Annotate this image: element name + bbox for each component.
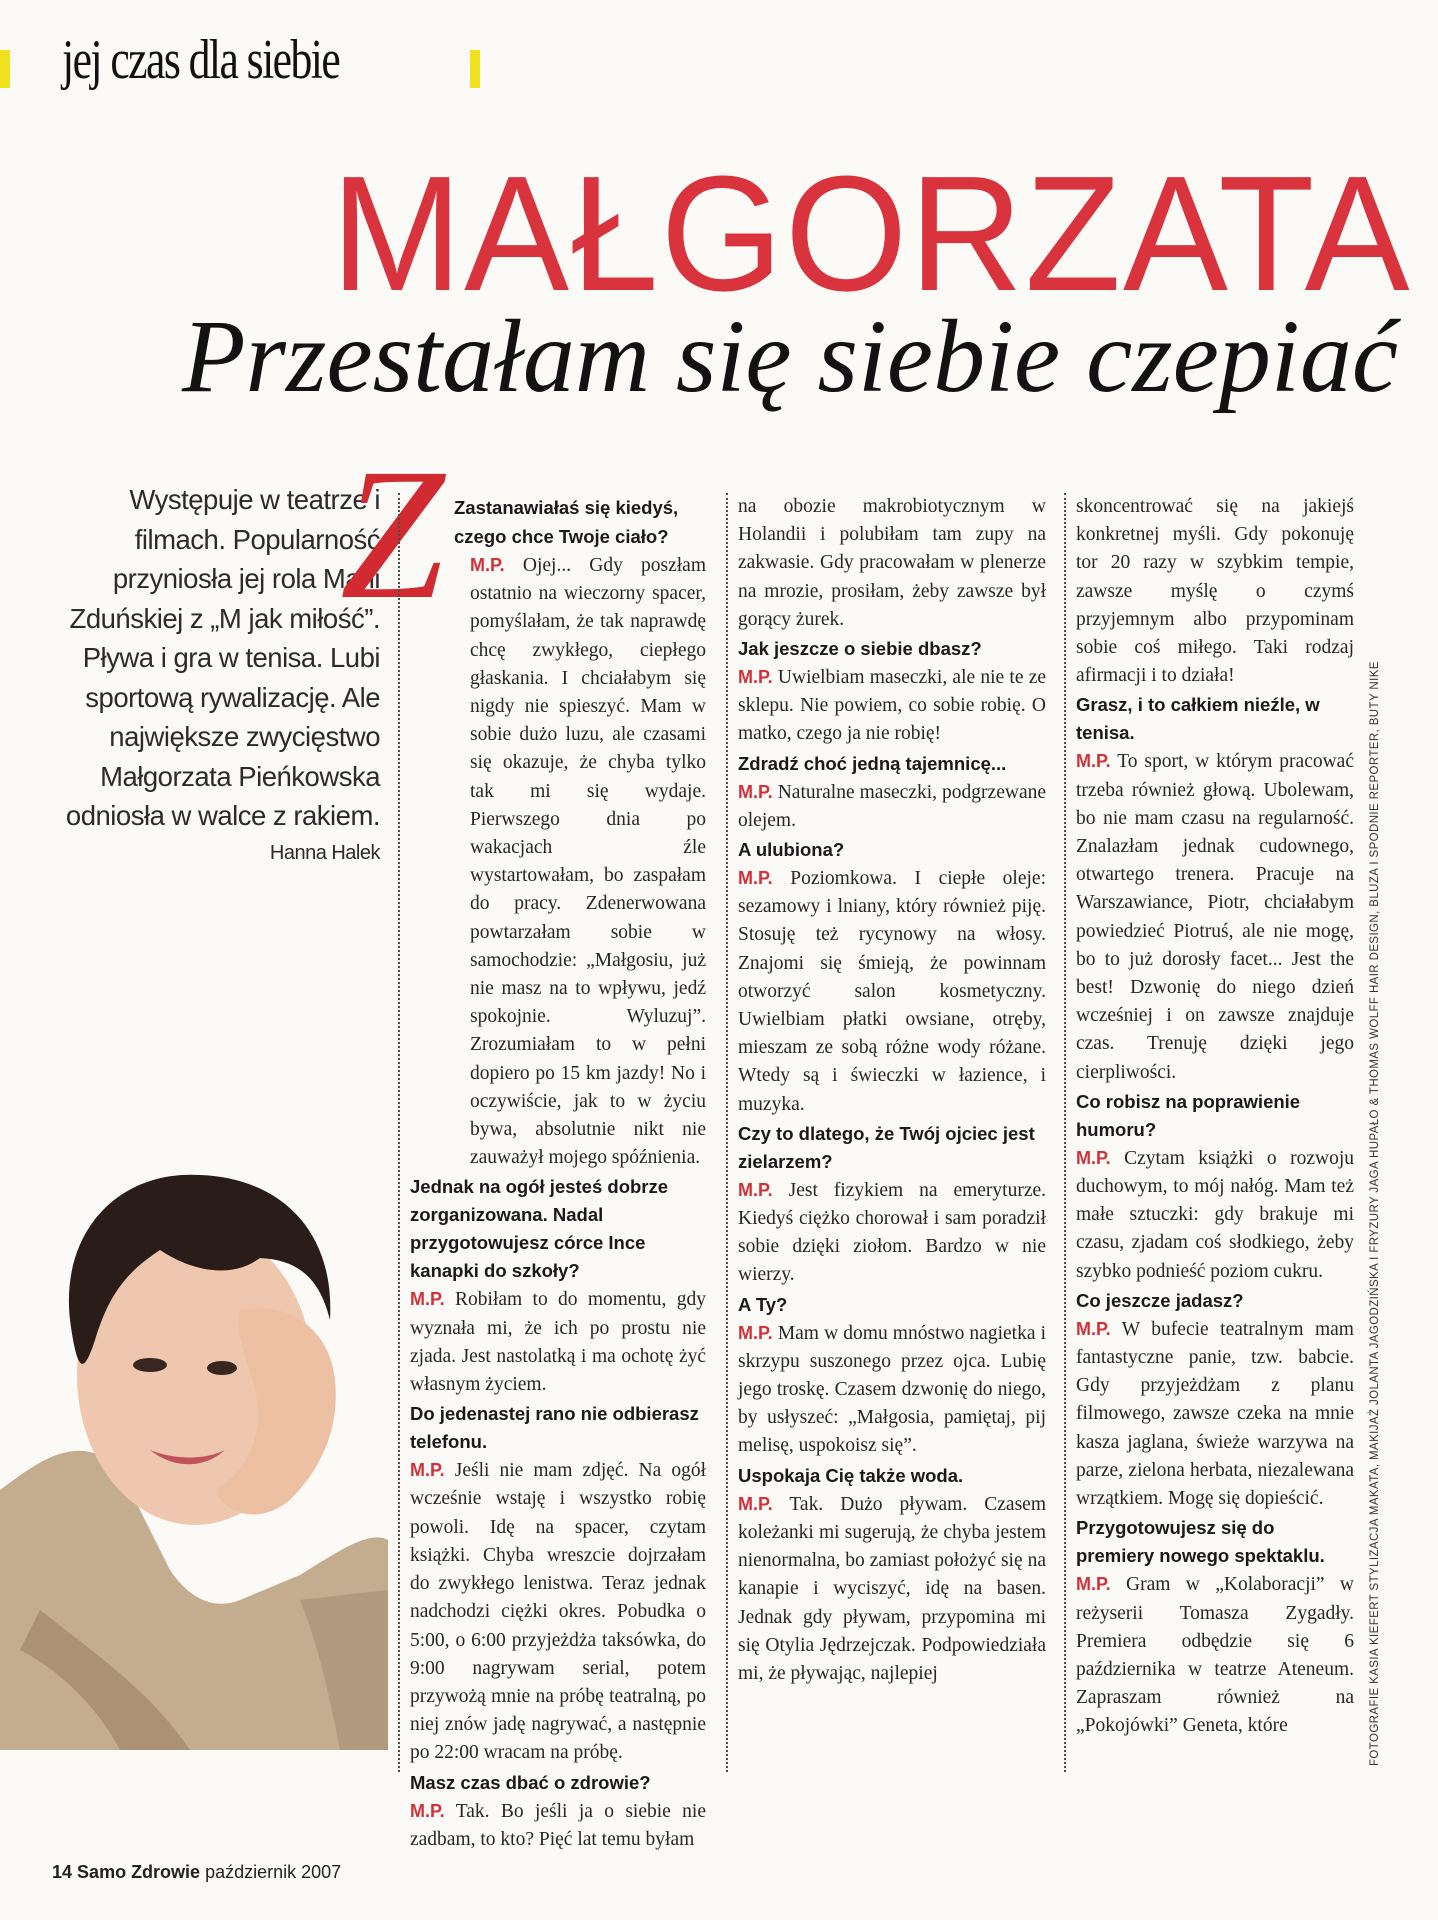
article-column-1 xyxy=(398,493,707,1850)
answer xyxy=(738,1490,1046,1688)
answer xyxy=(738,1319,1046,1461)
question: Jak jeszcze o siebie dbasz? xyxy=(738,638,982,660)
text-continuation: skoncentrować się na jakiejś konkretnej myśli. Gdy pokonuję tor 20 razy w szybkim tempie, zawsze myślę o czymś przyjemnym albo przypominam sobie coś miłego. Taki rodzaj afirmacji i to działa! xyxy=(1076,496,1354,687)
publication-name: Samo Zdrowie xyxy=(77,1862,201,1882)
question: Co jeszcze jadasz? xyxy=(1076,1289,1244,1311)
article-column-2 xyxy=(726,493,1046,1772)
answer xyxy=(1076,747,1354,1086)
question: Grasz, i to całkiem nieźle, w tenisa. xyxy=(1076,694,1320,744)
question: Jednak na ogół jesteś dobrze zorganizowana. Nadal przygotowujesz córce Ince kanapki do szkoły? xyxy=(410,1176,669,1282)
issue-date: październik 2007 xyxy=(205,1862,342,1882)
answer xyxy=(738,1176,1046,1290)
page-number: 14 xyxy=(52,1862,73,1882)
speaker-label: M.P. xyxy=(738,1322,773,1343)
question: Przygotowujesz się do premiery nowego spektaklu. xyxy=(1076,1517,1325,1567)
speaker-label: M.P. xyxy=(470,555,505,575)
name-headline: MAŁGORZATA xyxy=(331,142,1412,325)
answer-text: Ojej... Gdy poszłam ostatnio na wieczorny spacer, pomyślałam, że tak naprawdę chcę zwykłego, ciepłego głaskania. I chciałabym się nigdy nie spieszyć. Mam w sobie dużo luzu, ale czasami się okazuje, że chyba tylko tak mi się wydaje. Pierwszego dnia po wakacjach źle wystartowałam, bo zaspałam do pracy. Zdenerwowana powtarzałam sobie w samochodzie: „Małgosiu, już nie masz na to wpływu, jedź spokojnie. Wyluzuj”. Zrozumiałam to w pełni dopiero po 15 km jazdy! No i oczywiście, jak to w życiu bywa, absolutnie nikt nie zauważył mojego spóźnienia. xyxy=(470,555,707,1169)
speaker-label: M.P. xyxy=(410,1289,445,1310)
speaker-label: M.P. xyxy=(1076,751,1111,772)
answer-text: Tak. Bo jeśli ja o siebie nie zadbam, to kto? Pięć lat temu byłam xyxy=(410,1800,706,1850)
photo-credits: FOTOGRAFIE KASIA KIEFERT STYLIZACJA MAKATA, MAKIJAŻ JOLANTA JAGODZIŃSKA I FRYZURY JAGA HUPAŁO & THOMAS WOLFF HAIR DESIGN, BLUZA I SPODNIE REPORTER, BUTY NIKE xyxy=(1369,661,1381,1766)
speaker-label: M.P. xyxy=(738,868,773,889)
answer-text: Jeśli nie mam zdjęć. Na ogół wcześnie wstaję i wszystko robię powoli. Idę na spacer, czytam książki. Chyba wreszcie dojrzałam do zwykłego lenistwa. Teraz jednak nadchodzi ciężki okres. Pobudka o 5:00, o 6:00 przyjeżdża taksówka, do 9:00 nagrywam serial, potem przywożą mnie na próbę teatralną, po niej znów jadę nagrywać, a następnie po 22:00 wracam na próbę. xyxy=(410,1460,706,1764)
answer-text: Gram w „Kolaboracji” w reżyserii Tomasza Zygadły. Premiera odbędzie się 6 października w teatrze Ateneum. Zapraszam również na „Pokojówki” Geneta, które xyxy=(1076,1574,1355,1737)
page-footer xyxy=(52,1862,341,1883)
answer xyxy=(1076,1315,1354,1513)
answer-text: Uwielbiam maseczki, ale nie te ze sklepu. Nie powiem, co sobie robię. O matko, czego ja nie robię! xyxy=(738,667,1046,745)
question: A Ty? xyxy=(738,1293,788,1315)
section-title: jej czas dla siebie xyxy=(62,29,340,91)
speaker-label: M.P. xyxy=(1076,1574,1111,1595)
answer-text: Czytam książki o rozwoju duchowym, to mój nałóg. Mam też małe sztuczki: gdy brakuje mi czasu, zjadam coś słodkiego, żeby szybko podnieść poziom cukru. xyxy=(1076,1147,1354,1282)
answer xyxy=(410,1797,706,1854)
question: Masz czas dbać o zdrowie? xyxy=(410,1771,651,1793)
section-accent-bar-right xyxy=(470,50,480,88)
speaker-label: M.P. xyxy=(738,1493,773,1514)
left-eye xyxy=(133,1358,167,1372)
speaker-label: M.P. xyxy=(410,1800,445,1821)
speaker-label: M.P. xyxy=(1076,1318,1111,1339)
answer-text: Robiłam to do momentu, gdy wyznała mi, że ich po prostu nie zjada. Jest nastolatką i ma ochotę żyć własnym życiem. xyxy=(410,1289,706,1396)
author-byline: Hanna Halek xyxy=(269,841,380,864)
speaker-label: M.P. xyxy=(738,667,773,688)
answer-text: Tak. Dużo pływam. Czasem koleżanki mi sugerują, że chyba jestem nienormalna, bo zamiast położyć się na kanapie i wyciszyć, idę na basen. Jednak gdy pływam, przypomina mi się Otylia Jędrzejczak. Podpowiedziała mi, że pływając, najlepiej xyxy=(738,1493,1046,1684)
answer-text: Jest fizykiem na emeryturze. Kiedyś ciężko chorował i sam poradził sobie dzięki ziołom. Bardzo w nie wierzy. xyxy=(738,1179,1047,1286)
speaker-label: M.P. xyxy=(1076,1147,1111,1168)
answer xyxy=(738,864,1046,1119)
lead-paragraph xyxy=(40,480,380,868)
answer xyxy=(410,1456,706,1767)
answer xyxy=(738,778,1046,835)
question: Czy to dlatego, że Twój ojciec jest zielarzem? xyxy=(738,1122,1035,1172)
answer xyxy=(1076,1144,1354,1286)
question: czego chce Twoje ciało? xyxy=(454,526,669,547)
question: Zastanawiałaś się kiedyś, xyxy=(454,497,679,518)
question: Co robisz na poprawienie humoru? xyxy=(1076,1090,1301,1140)
speaker-label: M.P. xyxy=(410,1460,445,1481)
answer-text: W bufecie teatralnym mam fantastyczne panie, tzw. babcie. Gdy przyjeżdżam z planu filmowego, zawsze czeka na mnie kasza jaglana, świeże warzywa na parze, zielona herbata, niezalewana wrzątkiem. Mogę się dopieścić. xyxy=(1076,1318,1354,1510)
portrait-photo xyxy=(0,1130,388,1750)
speaker-label: M.P. xyxy=(738,1179,773,1200)
text-continuation: na obozie makrobiotycznym w Holandii i polubiłam tam zupy na zakwasie. Gdy pracowałam w plenerze na mrozie, prosiłam, żeby zawsze był gorący żurek. xyxy=(738,496,1046,630)
answer xyxy=(410,551,706,1172)
answer-text: To sport, w którym pracować trzeba również głową. Ubolewam, bo nie mam czasu na regularność. Znalazłam jednak cudownego, otwartego trenera. Pracuje na Warszawiance, Piotr, chciałabym powiedzieć Piotruś, ale nie mogę, bo to już dorosły facet... Jest the best! Dzwonię do niego dzień wcześniej i on zawsze znajduje czas. Trenuję dzięki jego cierpliwości. xyxy=(1076,751,1354,1083)
right-eye xyxy=(207,1361,237,1375)
answer-text: Naturalne maseczki, podgrzewane olejem. xyxy=(738,781,1047,831)
question: Uspokaja Cię także woda. xyxy=(738,1464,964,1486)
article-column-3 xyxy=(1064,493,1354,1772)
lead-text: Występuje w teatrze i filmach. Popularność przyniosła jej rola Marii Zduńskiej z „M jak miłość”. Pływa i gra w tenisa. Lubi sportową rywalizację. Ale największe zwycięstwo Małgorzata Pieńkowska odniosła w walce z rakiem. xyxy=(65,484,380,831)
subheadline: Przestałam się siebie czepiać xyxy=(182,299,1398,414)
question: Zdradź choć jedną tajemnicę... xyxy=(738,752,1007,774)
answer-text: Mam w domu mnóstwo nagietka i skrzypu suszonego przez ojca. Lubię jego troskę. Czasem dzwonię do niego, by usłyszeć: „Małgosia, pamiętaj, pij melisę, uspokoisz się”. xyxy=(738,1322,1047,1457)
answer xyxy=(410,1285,706,1399)
question: A ulubiona? xyxy=(738,839,845,861)
section-accent-bar-left xyxy=(0,50,10,88)
question: Do jedenastej rano nie odbierasz telefonu. xyxy=(410,1403,699,1453)
answer xyxy=(738,663,1046,749)
answer-text: Poziomkowa. I ciepłe oleje: sezamowy i lniany, który również piję. Stosuję też rycynowy na włosy. Znajomi się śmieją, że powinnam otworzyć salon kosmetyczny. Uwielbiam płatki owsiane, otręby, mieszam ze sobą różne wody różane. Wtedy są i świeczki w łazience, i muzyka. xyxy=(738,868,1046,1115)
answer xyxy=(1076,1570,1354,1740)
speaker-label: M.P. xyxy=(738,781,773,802)
drop-cap: Z xyxy=(340,429,445,638)
